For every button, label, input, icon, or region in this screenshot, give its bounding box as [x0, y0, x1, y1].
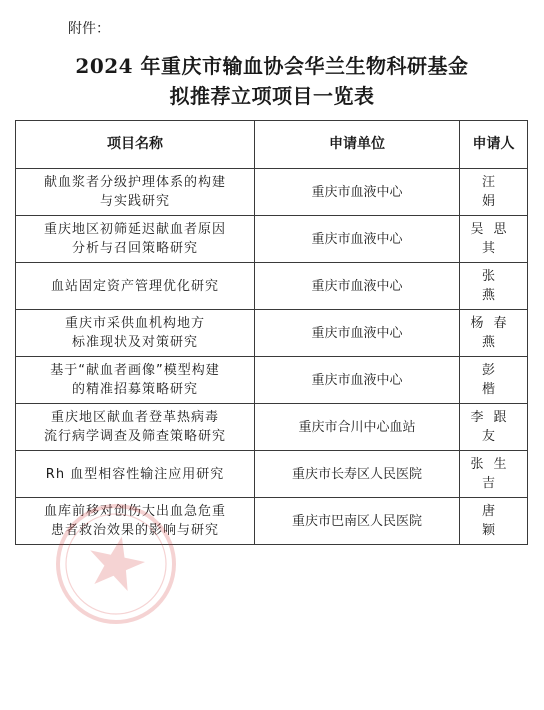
cell-applicant-unit: 重庆市血液中心	[255, 169, 460, 216]
table-row	[16, 169, 528, 216]
project-name-line: 流行病学调查及筛查策略研究	[43, 429, 226, 444]
header-project-name: 项目名称	[16, 121, 255, 169]
table-row	[16, 404, 528, 451]
project-name-line: 重庆市采供血机构地方	[64, 316, 205, 331]
cell-applicant-unit: 重庆市血液中心	[255, 263, 460, 310]
project-name-line: 的精准招募策略研究	[71, 382, 198, 397]
header-applicant-unit: 申请单位	[255, 121, 460, 169]
document-title-line1: 2024 年重庆市输血协会华兰生物科研基金	[75, 54, 469, 78]
header-applicant: 申请人	[460, 121, 528, 169]
table-body	[16, 169, 528, 545]
cell-applicant-unit: 重庆市长寿区人民医院	[255, 451, 460, 498]
cell-project-name	[16, 451, 255, 498]
table-row	[16, 451, 528, 498]
project-table	[15, 120, 528, 545]
project-name-line: 分析与召回策略研究	[71, 241, 198, 256]
cell-project-name	[16, 263, 255, 310]
cell-applicant-unit: 重庆市血液中心	[255, 310, 460, 357]
table-row	[16, 310, 528, 357]
project-name-line: 重庆地区初筛延迟献血者原因	[43, 222, 226, 237]
cell-applicant: 彭 楷	[460, 357, 528, 404]
cell-applicant-unit: 重庆市巴南区人民医院	[255, 498, 460, 545]
cell-applicant: 汪 娟	[460, 169, 528, 216]
cell-applicant: 唐 颖	[460, 498, 528, 545]
cell-applicant: 李跟友	[460, 404, 528, 451]
project-name-line: 献血浆者分级护理体系的构建	[43, 175, 226, 190]
project-name-line: 重庆地区献血者登革热病毒	[50, 410, 219, 425]
table-row	[16, 498, 528, 545]
document-title-line2: 拟推荐立项项目一览表	[169, 84, 375, 108]
cell-project-name	[16, 310, 255, 357]
project-name-line: 基于“献血者画像”模型构建	[50, 363, 220, 378]
cell-applicant: 杨春燕	[460, 310, 528, 357]
table-row	[16, 357, 528, 404]
table-row	[16, 216, 528, 263]
cell-applicant-unit: 重庆市血液中心	[255, 357, 460, 404]
project-name-line: 患者救治效果的影响与研究	[50, 523, 219, 538]
cell-applicant: 张 燕	[460, 263, 528, 310]
project-name-line: 标准现状及对策研究	[71, 335, 198, 350]
cell-applicant: 吴思其	[460, 216, 528, 263]
project-name-line: Rh 血型相容性输注应用研究	[45, 466, 225, 482]
attachment-label: 附件：	[68, 21, 110, 37]
cell-project-name	[16, 169, 255, 216]
cell-applicant-unit: 重庆市血液中心	[255, 216, 460, 263]
cell-project-name	[16, 404, 255, 451]
cell-project-name	[16, 216, 255, 263]
table-header-row	[16, 121, 528, 169]
cell-project-name	[16, 498, 255, 545]
project-name-line: 与实践研究	[99, 194, 170, 209]
project-name-line: 血站固定资产管理优化研究	[50, 278, 219, 294]
cell-applicant-unit: 重庆市合川中心血站	[255, 404, 460, 451]
table-row	[16, 263, 528, 310]
project-name-line: 血库前移对创伤大出血急危重	[43, 504, 226, 519]
cell-applicant: 张生吉	[460, 451, 528, 498]
cell-project-name	[16, 357, 255, 404]
